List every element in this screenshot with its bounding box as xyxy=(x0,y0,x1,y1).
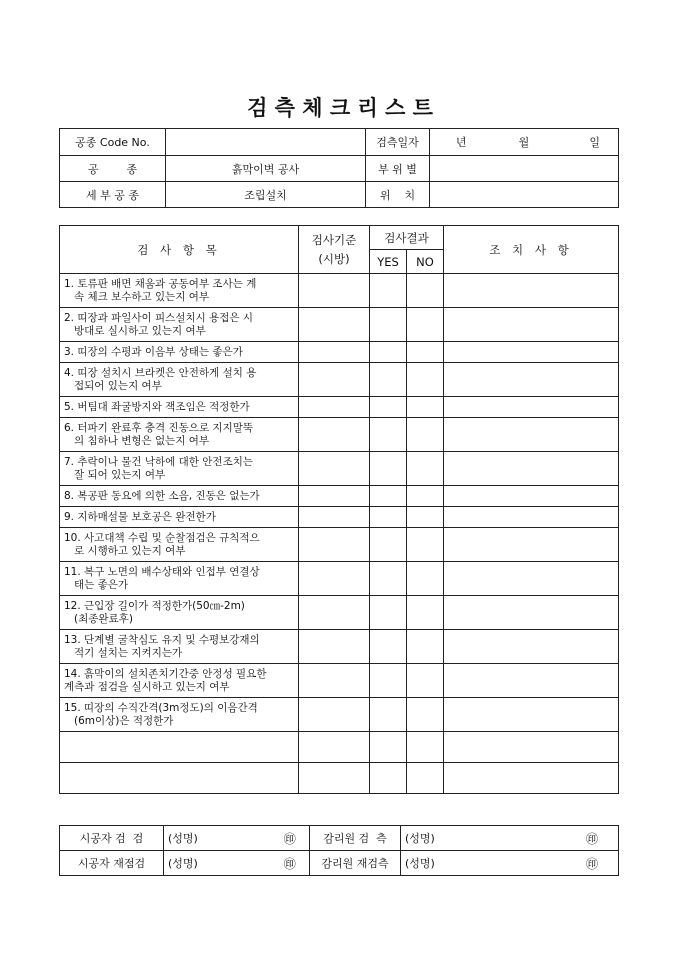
checklist-item-line1: 12. 근입장 길이가 적정한가(50㎝-2m) xyxy=(64,599,245,612)
checklist-item-line1: 13. 단계별 굴착심도 유지 및 수평보강재의 xyxy=(64,633,260,646)
checklist-item-line2: 태는 좋은가 xyxy=(64,578,129,591)
no-cell[interactable] xyxy=(407,507,444,528)
work-type-label: 공 종 xyxy=(60,156,166,182)
supervisor-inspection-sign[interactable]: (성명) xyxy=(401,826,545,851)
checklist-item-line2: 잘 되어 있는지 여부 xyxy=(64,468,166,481)
checklist-item xyxy=(60,274,299,308)
checklist-item xyxy=(60,452,299,486)
checklist-item-line1: 14. 흙막이의 설치존치기간중 안정성 필요한 xyxy=(64,667,267,680)
standard-header xyxy=(299,226,370,274)
standard-cell[interactable] xyxy=(299,528,370,562)
standard-header-line2: (시방) xyxy=(318,251,350,266)
work-type-value[interactable]: 흙막이벽 공사 xyxy=(166,156,366,182)
checklist-item-line2: (6m이상)은 적정한가 xyxy=(64,714,174,727)
yes-cell[interactable] xyxy=(370,630,407,664)
action-cell[interactable] xyxy=(444,274,619,308)
contractor-reinspection-label: 시공자 재점검 xyxy=(60,851,164,876)
info-row-detail xyxy=(60,182,619,208)
page-title: 검 측 체 크 리 스 트 xyxy=(247,95,433,120)
standard-cell[interactable] xyxy=(299,763,370,794)
checklist-row xyxy=(60,562,619,596)
checklist-row xyxy=(60,274,619,308)
checklist-item xyxy=(60,363,299,397)
action-cell[interactable] xyxy=(444,763,619,794)
no-cell[interactable] xyxy=(407,528,444,562)
standard-cell[interactable] xyxy=(299,664,370,698)
action-cell[interactable] xyxy=(444,562,619,596)
checklist-row xyxy=(60,507,619,528)
no-cell[interactable] xyxy=(407,342,444,363)
checklist-body xyxy=(60,274,619,794)
seal-icon: ㊞ xyxy=(545,851,619,876)
standard-cell[interactable] xyxy=(299,363,370,397)
item-cell[interactable] xyxy=(60,763,299,794)
standard-cell[interactable] xyxy=(299,732,370,763)
supervisor-reinspection-sign[interactable]: (성명) xyxy=(401,851,545,876)
checklist-item-line2: 적기 설치는 지켜지는가 xyxy=(64,646,183,659)
standard-cell[interactable] xyxy=(299,397,370,418)
checklist-table xyxy=(59,225,619,794)
checklist-row xyxy=(60,664,619,698)
inspection-date-label: 검측일자 xyxy=(366,129,430,156)
action-cell[interactable] xyxy=(444,664,619,698)
action-cell[interactable] xyxy=(444,342,619,363)
checklist-item-line2: 접되어 있는지 여부 xyxy=(64,379,162,392)
yes-cell[interactable] xyxy=(370,418,407,452)
action-cell[interactable] xyxy=(444,528,619,562)
standard-cell[interactable] xyxy=(299,418,370,452)
standard-cell[interactable] xyxy=(299,274,370,308)
checklist-item-line1: 3. 띠장의 수평과 이음부 상태는 좋은가 xyxy=(64,345,243,358)
seal-icon: ㊞ xyxy=(545,826,619,851)
checklist-item xyxy=(60,397,299,418)
part-value[interactable] xyxy=(430,156,619,182)
no-cell[interactable] xyxy=(407,308,444,342)
yes-cell[interactable] xyxy=(370,342,407,363)
yes-cell[interactable] xyxy=(370,596,407,630)
standard-cell[interactable] xyxy=(299,562,370,596)
action-cell[interactable] xyxy=(444,418,619,452)
yes-cell[interactable] xyxy=(370,397,407,418)
checklist-item-line2: (최종완료후) xyxy=(64,612,133,625)
checklist-item-line1: 7. 추락이나 물건 낙하에 대한 안전조치는 xyxy=(64,455,253,468)
date-year[interactable]: 년 xyxy=(430,129,493,156)
detail-work-value[interactable]: 조립설치 xyxy=(166,182,366,208)
standard-cell[interactable] xyxy=(299,342,370,363)
checklist-item-line1: 10. 사고대책 수립 및 순찰점검은 규칙적으 xyxy=(64,531,260,544)
detail-work-label: 세 부 공 종 xyxy=(60,182,166,208)
checklist-item-line1: 11. 복구 노면의 배수상태와 인접부 연결상 xyxy=(64,565,260,578)
checklist-item-line1: 8. 복공판 동요에 의한 소음, 진동은 없는가 xyxy=(64,489,260,502)
checklist-item xyxy=(60,596,299,630)
checklist-item xyxy=(60,418,299,452)
no-cell[interactable] xyxy=(407,486,444,507)
yes-header: YES xyxy=(370,250,407,274)
signature-row xyxy=(60,826,619,851)
signature-row xyxy=(60,851,619,876)
item-cell[interactable] xyxy=(60,732,299,763)
checklist-row xyxy=(60,363,619,397)
yes-cell[interactable] xyxy=(370,363,407,397)
no-cell[interactable] xyxy=(407,732,444,763)
yes-cell[interactable] xyxy=(370,562,407,596)
checklist-item-line2: 속 체크 보수하고 있는지 여부 xyxy=(64,290,210,303)
checklist-blank-row xyxy=(60,763,619,794)
standard-cell[interactable] xyxy=(299,452,370,486)
checklist-item-line1: 1. 토류판 배면 채움과 공동여부 조사는 계 xyxy=(64,277,257,290)
action-cell[interactable] xyxy=(444,507,619,528)
action-cell[interactable] xyxy=(444,630,619,664)
checklist-item-line2: 로 시행하고 있는지 여부 xyxy=(64,544,186,557)
yes-cell[interactable] xyxy=(370,452,407,486)
yes-cell[interactable] xyxy=(370,274,407,308)
no-cell[interactable] xyxy=(407,397,444,418)
checklist-row xyxy=(60,486,619,507)
checklist-item xyxy=(60,308,299,342)
checklist-item xyxy=(60,507,299,528)
checklist-row xyxy=(60,308,619,342)
checklist-item xyxy=(60,664,299,698)
info-table xyxy=(59,128,619,208)
standard-cell[interactable] xyxy=(299,698,370,732)
part-label: 부 위 별 xyxy=(366,156,430,182)
info-row-code xyxy=(60,129,619,156)
location-value[interactable] xyxy=(430,182,619,208)
standard-cell[interactable] xyxy=(299,630,370,664)
no-cell[interactable] xyxy=(407,562,444,596)
action-cell[interactable] xyxy=(444,363,619,397)
yes-cell[interactable] xyxy=(370,486,407,507)
checklist-item-line2: 계측과 점검을 실시하고 있는지 여부 xyxy=(64,680,230,693)
code-label: 공종 Code No. xyxy=(60,129,166,156)
checklist-row xyxy=(60,418,619,452)
yes-cell[interactable] xyxy=(370,732,407,763)
checklist-item-line1: 2. 띠장과 파일사이 피스설치시 용접은 시 xyxy=(64,311,253,324)
checklist-item-line1: 15. 띠장의 수직간격(3m정도)의 이음간격 xyxy=(64,701,258,714)
checklist-item xyxy=(60,630,299,664)
standard-cell[interactable] xyxy=(299,507,370,528)
no-cell[interactable] xyxy=(407,630,444,664)
standard-cell[interactable] xyxy=(299,596,370,630)
checklist-item-line2: 방대로 실시하고 있는지 여부 xyxy=(64,324,206,337)
standard-header-line1: 검사기준 xyxy=(311,232,357,247)
checklist-item-line1: 4. 띠장 설치시 브라켓은 안전하게 설치 용 xyxy=(64,366,257,379)
action-cell[interactable] xyxy=(444,452,619,486)
no-cell[interactable] xyxy=(407,596,444,630)
yes-cell[interactable] xyxy=(370,507,407,528)
checklist-item-line2: 의 침하나 변형은 없는지 여부 xyxy=(64,434,210,447)
checklist-item xyxy=(60,698,299,732)
signature-table xyxy=(59,825,619,876)
contractor-inspection-label: 시공자 검 검 xyxy=(60,826,164,851)
contractor-inspection-sign[interactable]: (성명) xyxy=(164,826,271,851)
yes-cell[interactable] xyxy=(370,308,407,342)
checklist-row xyxy=(60,342,619,363)
checklist-row xyxy=(60,596,619,630)
checklist-row xyxy=(60,630,619,664)
info-row-work-type xyxy=(60,156,619,182)
action-cell[interactable] xyxy=(444,698,619,732)
action-cell[interactable] xyxy=(444,732,619,763)
item-header: 검 사 항 목 xyxy=(60,226,299,274)
action-cell[interactable] xyxy=(444,397,619,418)
checklist-item xyxy=(60,486,299,507)
checklist-item xyxy=(60,528,299,562)
contractor-reinspection-sign[interactable]: (성명) xyxy=(164,851,271,876)
checklist-item-line1: 6. 터파기 완료후 충격 진동으로 지지말뚝 xyxy=(64,421,253,434)
checklist-row xyxy=(60,397,619,418)
action-header: 조 치 사 항 xyxy=(444,226,619,274)
location-label: 위 치 xyxy=(366,182,430,208)
checklist-row xyxy=(60,698,619,732)
checklist-item-line1: 9. 지하매설물 보호공은 완전한가 xyxy=(64,510,216,523)
no-cell[interactable] xyxy=(407,418,444,452)
no-cell[interactable] xyxy=(407,363,444,397)
yes-cell[interactable] xyxy=(370,763,407,794)
supervisor-reinspection-label: 감리원 재검측 xyxy=(310,851,401,876)
standard-cell[interactable] xyxy=(299,486,370,507)
supervisor-inspection-label: 감리원 검 측 xyxy=(310,826,401,851)
no-cell[interactable] xyxy=(407,452,444,486)
yes-cell[interactable] xyxy=(370,664,407,698)
checklist-blank-row xyxy=(60,732,619,763)
action-cell[interactable] xyxy=(444,596,619,630)
no-header: NO xyxy=(407,250,444,274)
no-cell[interactable] xyxy=(407,274,444,308)
action-cell[interactable] xyxy=(444,486,619,507)
yes-cell[interactable] xyxy=(370,698,407,732)
checklist-item xyxy=(60,342,299,363)
seal-icon: ㊞ xyxy=(271,851,310,876)
action-cell[interactable] xyxy=(444,308,619,342)
checklist-row xyxy=(60,528,619,562)
no-cell[interactable] xyxy=(407,763,444,794)
standard-cell[interactable] xyxy=(299,308,370,342)
no-cell[interactable] xyxy=(407,698,444,732)
yes-cell[interactable] xyxy=(370,528,407,562)
checklist-item-line1: 5. 버팀대 좌굴방지와 잭조임은 적정한가 xyxy=(64,400,250,413)
date-day[interactable]: 일 xyxy=(556,129,619,156)
checklist-row xyxy=(60,452,619,486)
date-month[interactable]: 월 xyxy=(493,129,556,156)
result-header: 검사결과 xyxy=(370,226,444,250)
seal-icon: ㊞ xyxy=(271,826,310,851)
checklist-header-row xyxy=(60,226,619,250)
checklist-item xyxy=(60,562,299,596)
no-cell[interactable] xyxy=(407,664,444,698)
code-value[interactable] xyxy=(166,129,366,156)
